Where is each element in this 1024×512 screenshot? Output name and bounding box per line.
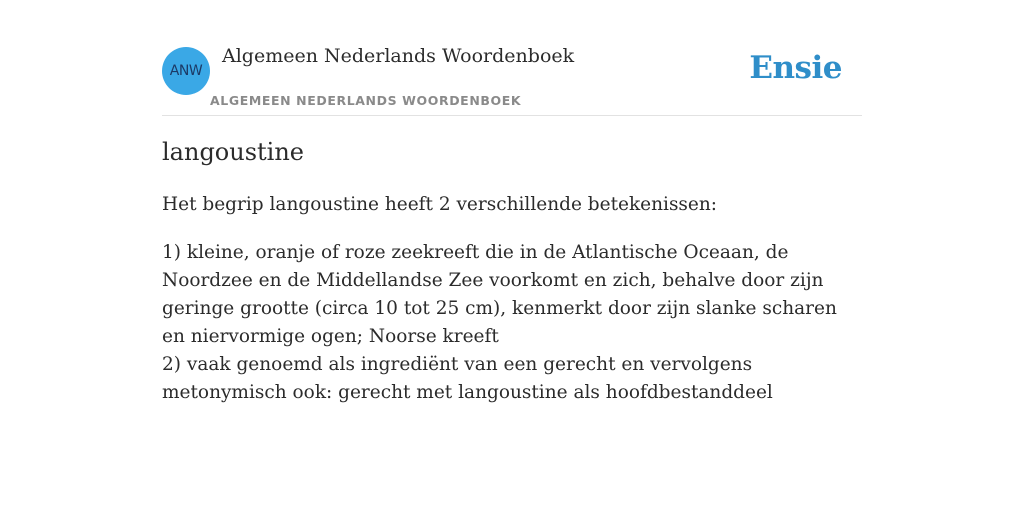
definition-item: 2) vaak genoemd als ingrediënt van een gerecht en vervolgens metonymisch ook: gerecht met langoustine als hoofdbestanddeel — [162, 354, 773, 403]
source-title[interactable]: Algemeen Nederlands Woordenboek — [222, 45, 575, 67]
anw-logo[interactable] — [162, 47, 210, 95]
entry-intro: Het begrip langoustine heeft 2 verschillende betekenissen: — [162, 194, 718, 215]
definition-list — [162, 239, 862, 407]
source-subtitle: ALGEMEEN NEDERLANDS WOORDENBOEK — [210, 93, 522, 108]
logo-text: ANW — [169, 63, 203, 79]
ensie-logo[interactable]: Ensie — [749, 50, 842, 86]
entry-card — [162, 0, 862, 403]
entry-word: langoustine — [162, 138, 305, 166]
definition-item: 1) kleine, oranje of roze zeekreeft die in de Atlantische Oceaan, de Noordzee en de Middellandse Zee voorkomt en zich, behalve door zijn geringe grootte (circa 10 tot 25 cm), kenmerkt door zijn slanke scharen en niervormige ogen; Noorse kreeft — [162, 242, 837, 347]
source-header — [162, 0, 862, 116]
